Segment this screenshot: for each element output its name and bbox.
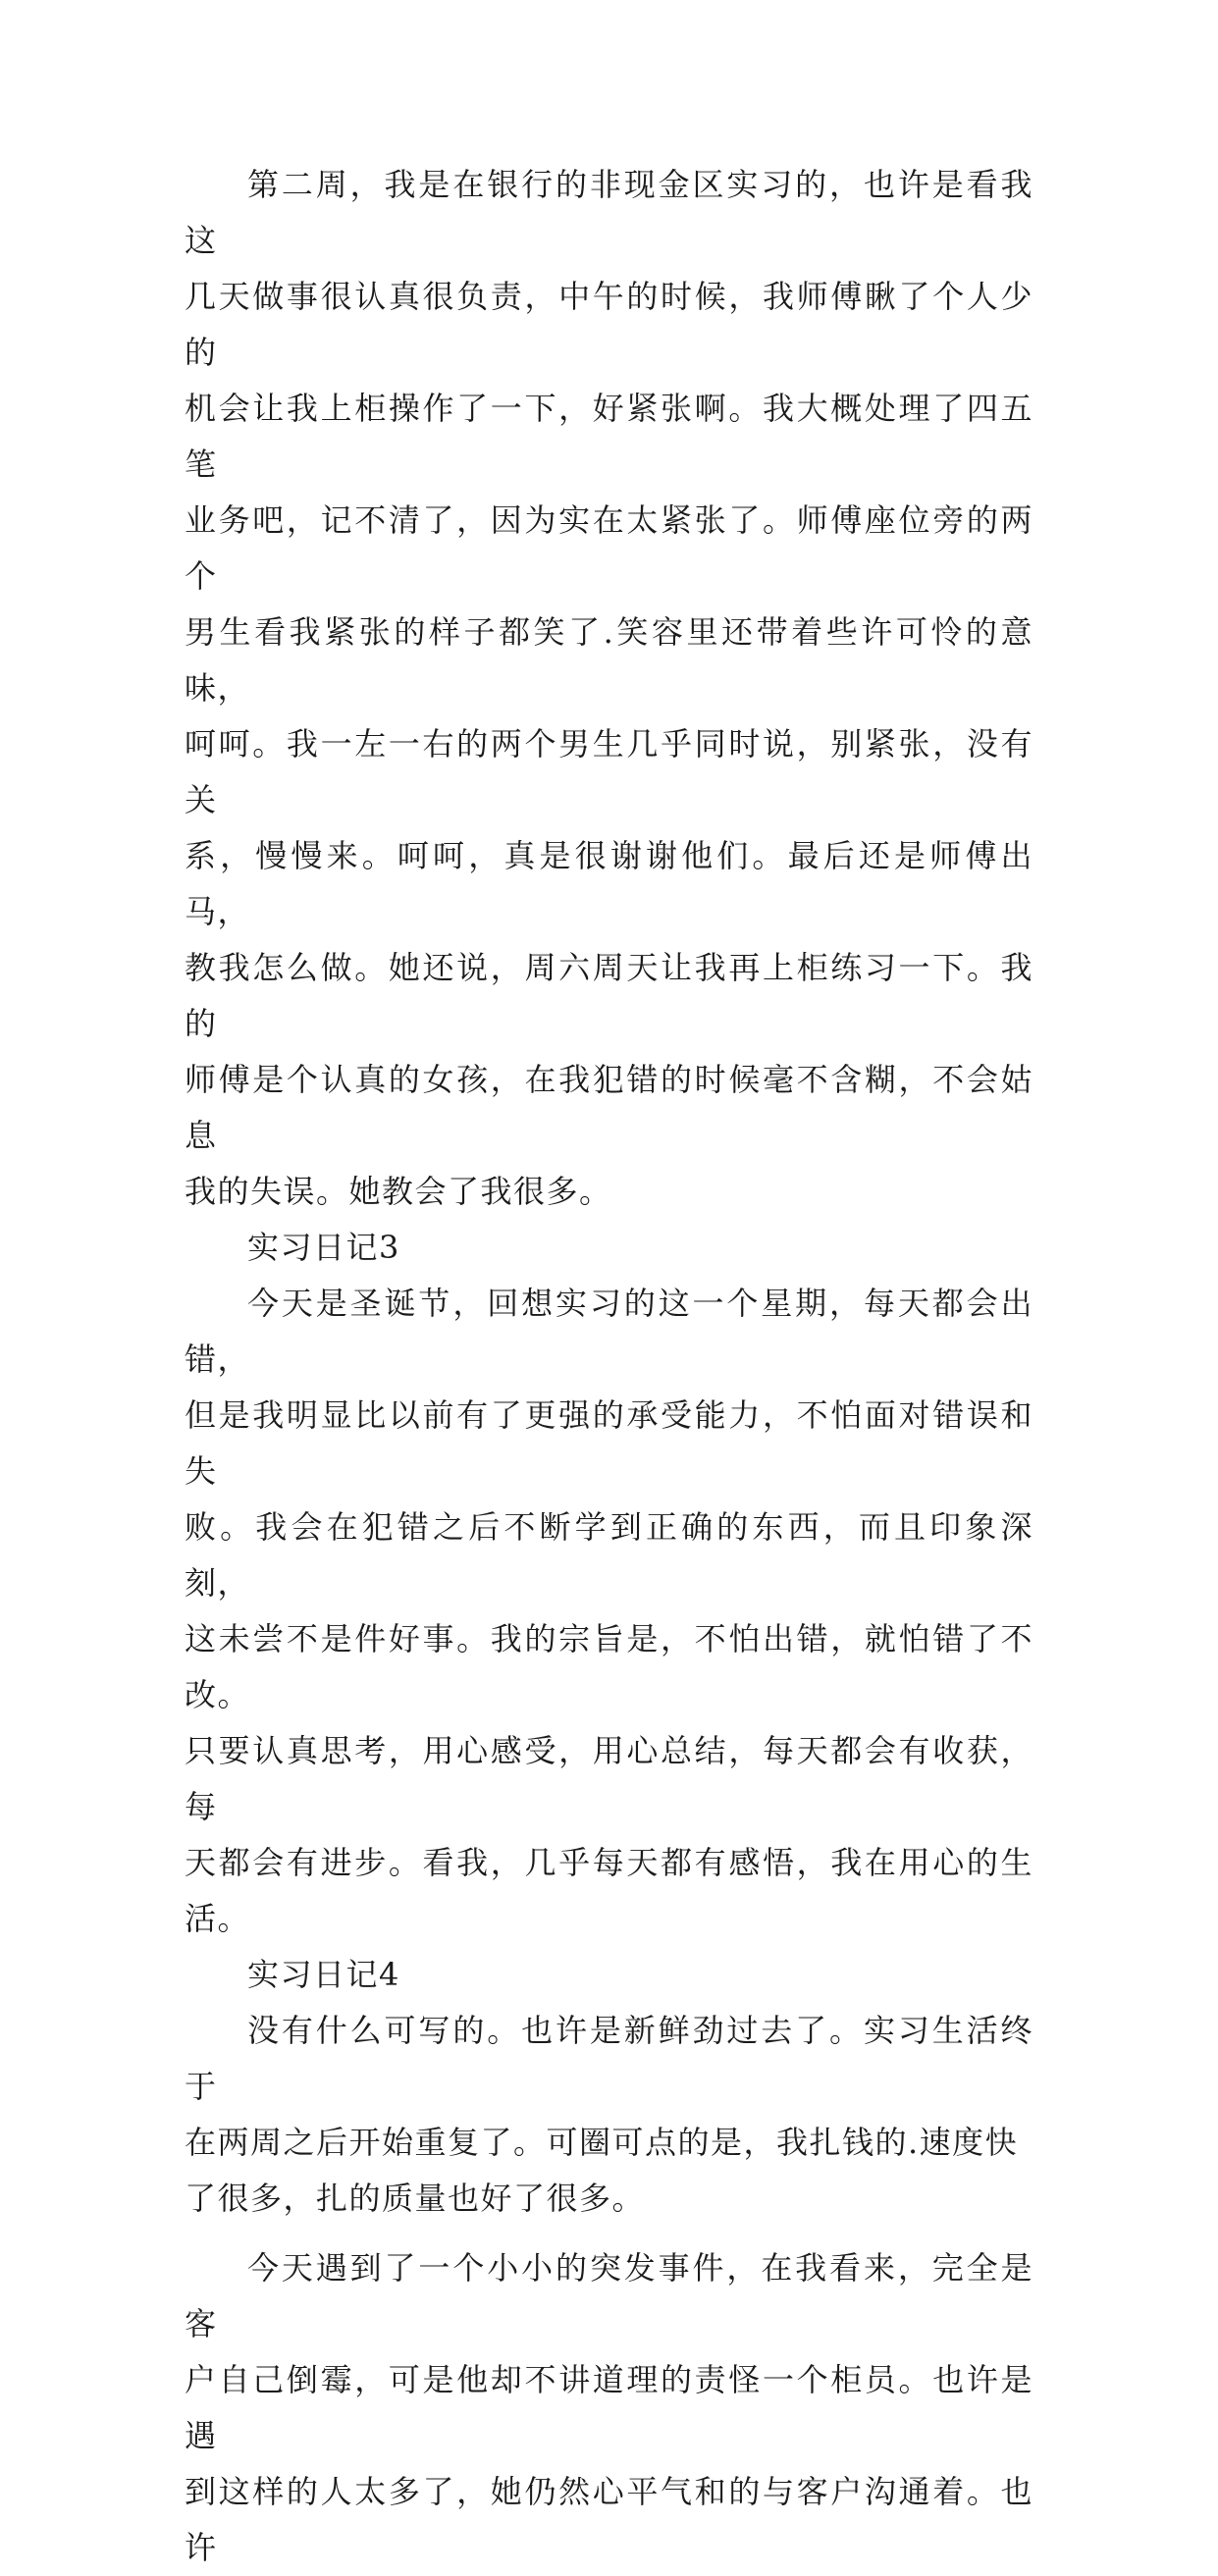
paragraph-repetition: 没有什么可写的。也许是新鲜劲过去了。实习生活终于 在两周之后开始重复了。可圈可点的是，我扎钱的.速度快 了很多，扎的质量也好了很多。: [185, 2012, 1033, 2217]
heading-diary-4: 实习日记4: [247, 1956, 400, 1993]
paragraph-week-two: 第二周，我是在银行的非现金区实习的，也许是看我这 几天做事很认真很负责，中午的时候，我师傅瞅了个人少的 机会让我上柜操作了一下，好紧张啊。我大概处理了四五笔 业务吧，记不清了，因为实在太紧张了。师傅座位旁的两个 男生看我紧张的样子都笑了.笑容里还带着些许可怜的意味， 呵呵。我一左一右的两个男生几乎同时说，别紧张，没有关 系，慢慢来。呵呵，真是很谢谢他们。最后还是师傅出马， 教我怎么做。她还说，周六周天让我再上柜练习一下。我的 师傅是个认真的女孩，在我犯错的时候毫不含糊，不会姑息 我的失误。她教会了我很多。: [185, 166, 1033, 1210]
heading-diary-3: 实习日记3: [247, 1229, 400, 1266]
document-body: [185, 157, 1033, 2576]
paragraph-christmas: 今天是圣诞节，回想实习的这一个星期，每天都会出错， 但是我明显比以前有了更强的承受能力，不怕面对错误和失 败。我会在犯错之后不断学到正确的东西，而且印象深刻， 这未尝不是件好事。我的宗旨是，不怕出错，就怕错了不改。 只要认真思考，用心感受，用心总结，每天都会有收获，每 天都会有进步。看我，几乎每天都有感悟，我在用心的生活。: [185, 1285, 1033, 1937]
paragraph-incident: 今天遇到了一个小小的突发事件，在我看来，完全是客 户自己倒霉，可是他却不讲道理的责怪一个柜员。也许是遇 到这样的人太多了，她仍然心平气和的与客户沟通着。也许: [185, 2249, 1033, 2566]
